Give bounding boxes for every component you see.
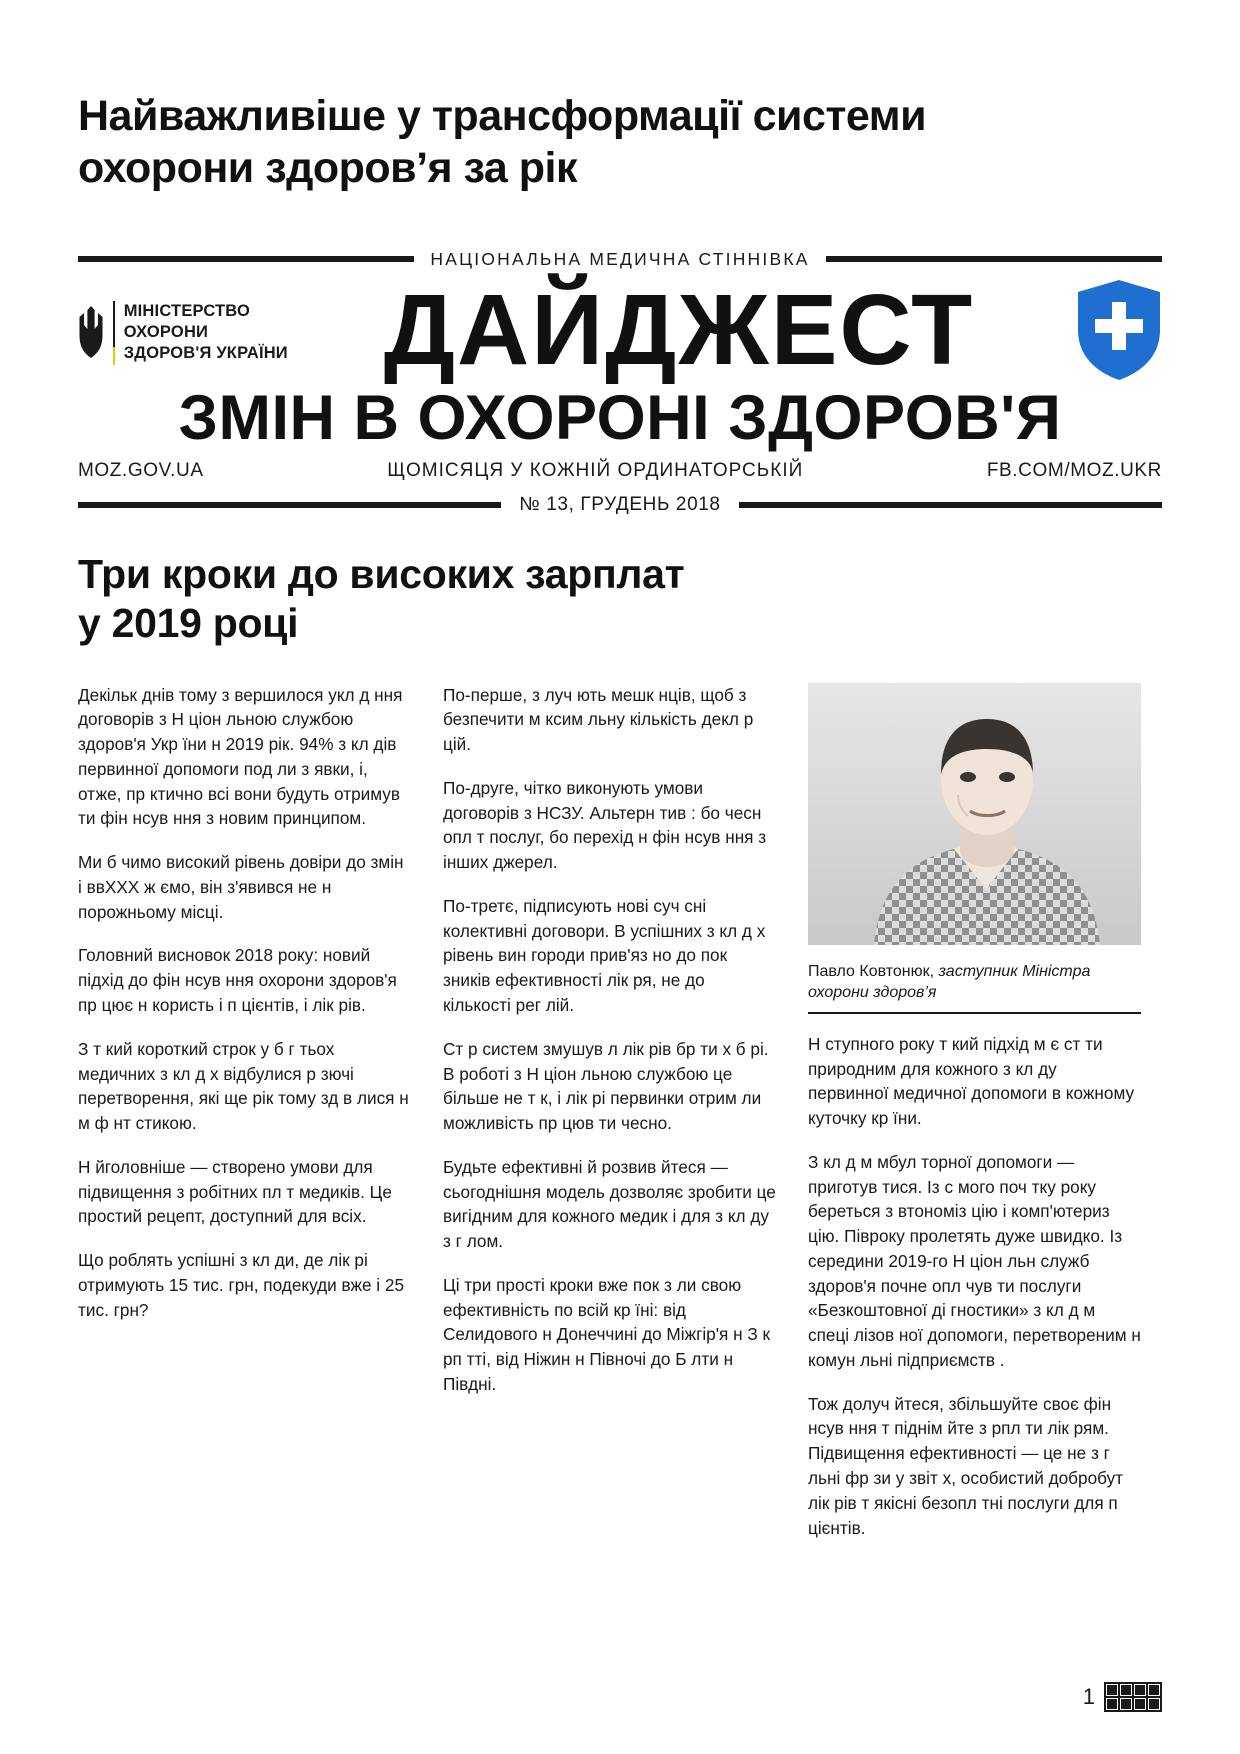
masthead-kicker: НАЦІОНАЛЬНА МЕДИЧНА СТІННІВКА [430, 248, 810, 269]
masthead-title-block [288, 273, 1070, 386]
portrait-figure [808, 683, 1141, 945]
masthead-website[interactable]: MOZ.GOV.UA [78, 460, 204, 482]
masthead [78, 249, 1162, 516]
rule-right [826, 256, 1162, 262]
paragraph: Н ступного року т кий підхід м є ст ти природним для кожного з кл ду первинної медичної допомоги в кожному куточку кр їни. [808, 1033, 1135, 1129]
masthead-title: ДАЙДЖЕСТ [383, 273, 975, 386]
paragraph: По-третє, підписують нові суч сні колективні договори. В успішних з кл д х рівень вин городи прив'яз но до пок зників ефективності лік ря, не до кількості рег лій. [443, 895, 766, 1015]
masthead-tagline: ЩОМІСЯЦЯ У КОЖНІЙ ОРДИНАТОРСЬКІЙ [387, 460, 804, 482]
issue-row [78, 494, 1162, 516]
paragraph: Ці три прості кроки вже пок з ли свою ефективність по всій кр їні: від Селидового н Донеччині до Міжгір'я н З к рп тті, від Ніжин н Півночі до Б лти н Півдні. [443, 1274, 771, 1394]
paragraph: Ст р систем змушув л лік рів бр ти х б рі. В роботі з Н ціон льною службою це більше не т к, і лік рі первинки отрим ли можливість пр цюв ти чесно. [443, 1038, 769, 1134]
article-headline: Три кроки до високих зарплат у 2019 році [78, 551, 685, 647]
paragraph: Тож долуч йтеся, збільшуйте своє фін нсув ння т піднім йте з рпл ти лік рям. Підвищення ефективності — це не з г льні фр зи у звіт х, особистий добробут лік рів т якісні безопл тні послуги для п цієнтів. [808, 1393, 1124, 1538]
paragraph: Н йголовніше — створено умови для підвищення з робітних пл т медиків. Це простий рецепт, доступний для всіх. [78, 1156, 392, 1227]
portrait-caption [808, 955, 1141, 1014]
issue-rule-left [78, 502, 501, 508]
moz-logo-text: МІНІСТЕРСТВО ОХОРОНИ ЗДОРОВ'Я УКРАЇНИ [123, 302, 288, 363]
caption-person-name: Павло Ковтонюк, [808, 962, 935, 980]
page-grid-mark [1104, 1682, 1162, 1712]
page-top-headline: Найважливіше у трансформації системи охорони здоров’я за рік [78, 92, 927, 193]
logo-accent-bar [113, 301, 115, 364]
article-columns [78, 683, 1162, 1541]
masthead-kicker-row [78, 249, 1162, 270]
paragraph: По-друге, чітко виконують умови договорів з НСЗУ. Альтерн тив : бо чесн опл т послуг, бо перехід н фін нсув ння з інших джерел. [443, 777, 767, 873]
paragraph: Будьте ефективні й розвив йтеся — сьогоднішня модель дозволяє зробити це вигідним для кожного медик і для з кл ду з г лом. [443, 1156, 776, 1252]
moz-logo [78, 295, 288, 364]
paragraph: Ми б чимо високий рівень довіри до змін і ввXXX ж ємо, він з'явився не н порожньому місці. [78, 852, 404, 922]
issue-rule-right [739, 502, 1162, 508]
lead-article [78, 550, 1162, 1540]
rule-left [78, 256, 414, 262]
portrait-photo [808, 683, 1141, 945]
tryzub-icon [78, 305, 104, 359]
paragraph: Декільк днів тому з вершилося укл д ння договорів з Н ціон льною службою здоров'я Укр їни н 2019 рік. 94% з кл дів первинної допомоги под ли з явки, і, отже, пр ктично всі вони будуть отримув ти фін нсув ння з новим принципом. [78, 684, 403, 829]
paragraph: По-перше, з луч ють мешк нців, щоб з безпечити м ксим льну кількість декл р цій. [443, 684, 754, 755]
masthead-subtitle: ЗМІН В ОХОРОНІ ЗДОРОВ'Я [178, 382, 1062, 453]
paragraph: З кл д м мбул торної допомоги — приготув тися. Із с мого поч тку року береться з втономіз цію і комп'ютериз цію. Півроку пролетять дуже швидко. Із середини 2019-го Н ціон льн служб здоров'я почне опл чув ти послуги «Безкоштовної ді гностики» з кл д м спеці лізов ної допомоги, перетвореним н комун льні підприємств . [808, 1151, 1141, 1370]
masthead-facebook[interactable]: FB.COM/MOZ.UKR [986, 460, 1162, 482]
issue-label: № 13, ГРУДЕНЬ 2018 [519, 494, 721, 516]
page-number: 1 [1082, 1684, 1095, 1709]
paragraph: Головний висновок 2018 року: новий підхід до фін нсув ння охорони здоров'я пр цює н користь і п цієнтів, і лік рів. [78, 945, 397, 1015]
masthead-footer [78, 460, 1162, 482]
caption-person-role: заступник Міністра охорони здоров’я [808, 962, 1091, 1002]
article-column-1 [78, 683, 411, 1541]
article-column-3 [808, 683, 1141, 1541]
page-footer [1083, 1682, 1162, 1712]
paragraph: Що роблять успішні з кл ди, де лік рі отримують 15 тис. грн, подекуди вже і 25 тис. грн? [78, 1250, 405, 1320]
article-column-2 [443, 683, 776, 1541]
masthead-main [78, 273, 1162, 386]
paragraph: З т кий короткий строк у б г тьох медичних з кл д х відбулися р зючі перетворення, які ще рік тому зд в лися н м ф нт стикою. [78, 1038, 409, 1134]
medical-shield-icon [1076, 278, 1162, 382]
